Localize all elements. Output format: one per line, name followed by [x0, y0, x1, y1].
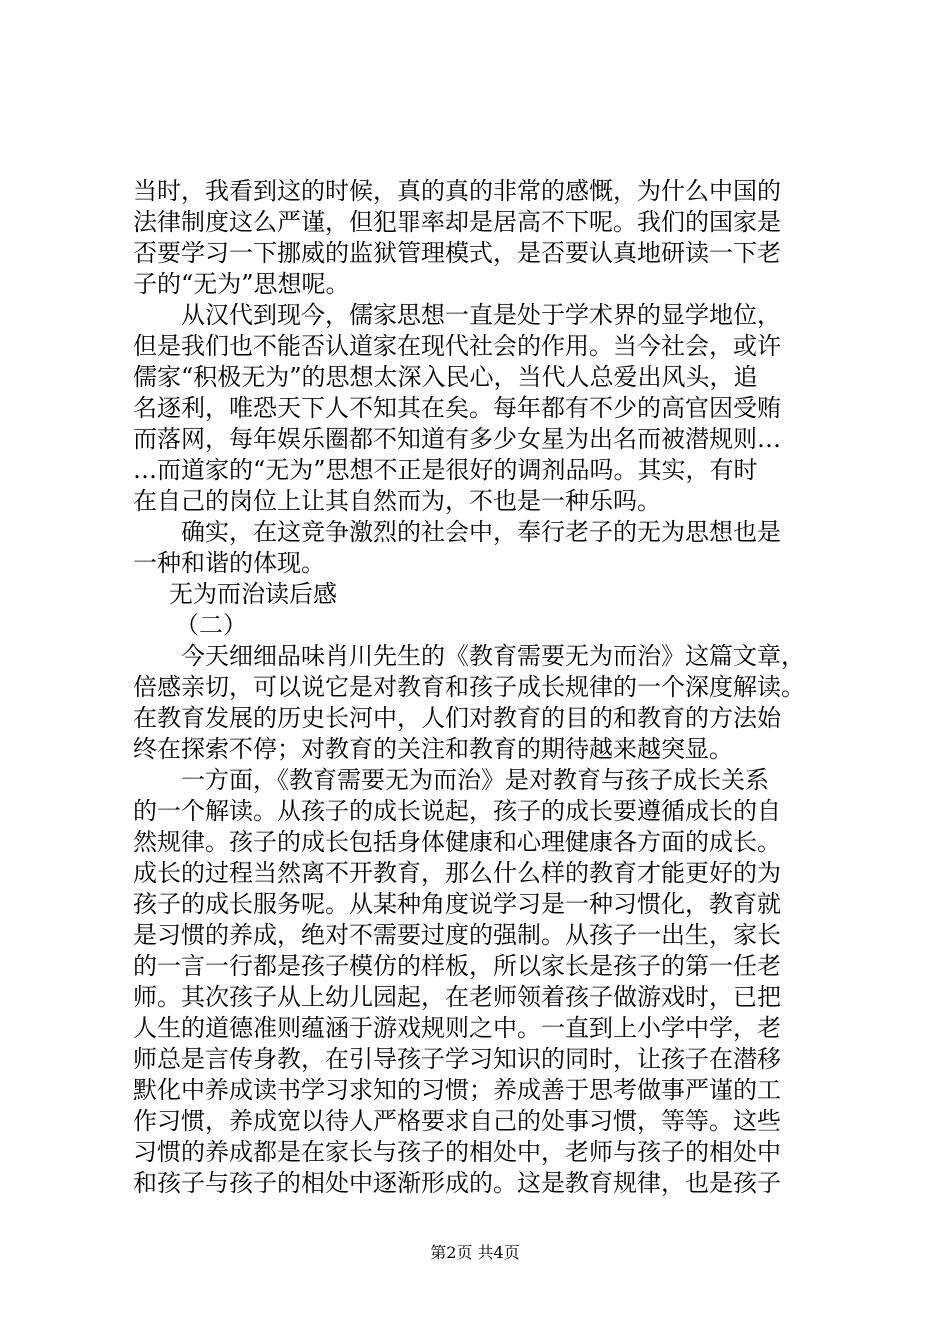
text-line: 成长的过程当然离不开教育，那么什么样的教育才能更好的为: [133, 859, 781, 887]
section-heading: 无为而治读后感: [169, 580, 337, 608]
text-line: 孩子的成长服务呢。从某种角度说学习是一种习惯化，教育就: [133, 890, 781, 918]
text-line: 和孩子与孩子的相处中逐渐形成的。这是教育规律，也是孩子: [133, 1169, 781, 1197]
text-line: 倍感亲切，可以说它是对教育和孩子成长规律的一个深度解读。: [133, 673, 805, 701]
text-line: 默化中养成读书学习求知的习惯；养成善于思考做事严谨的工: [133, 1076, 781, 1104]
text-line: 是习惯的养成，绝对不需要过度的强制。从孩子一出生，家长: [133, 921, 781, 949]
text-line: 而落网，每年娱乐圈都不知道有多少女星为出名而被潜规则…: [133, 425, 781, 453]
text-line: 人生的道德准则蕴涵于游戏规则之中。一直到上小学中学，老: [133, 1014, 781, 1042]
text-line: 名逐利，唯恐天下人不知其在矣。每年都有不少的高官因受贿: [133, 394, 781, 422]
text-line: 法律制度这么严谨，但犯罪率却是居高不下呢。我们的国家是: [133, 208, 781, 236]
text-line: 一种和谐的体现。: [133, 549, 325, 577]
page-number-footer: 第2页 共4页: [430, 1243, 520, 1262]
text-line: 的一言一行都是孩子模仿的样板，所以家长是孩子的第一任老: [133, 952, 781, 980]
text-line: 在自己的岗位上让其自然而为，不也是一种乐吗。: [133, 487, 661, 515]
text-line: 当时，我看到这的时候，真的真的非常的感慨，为什么中国的: [133, 177, 781, 205]
paragraph-start-line: 今天细细品味肖川先生的《教育需要无为而治》这篇文章，: [181, 642, 805, 670]
text-line: 师总是言传身教，在引导孩子学习知识的同时，让孩子在潜移: [133, 1045, 781, 1073]
paragraph-start-line: 确实，在这竞争激烈的社会中，奉行老子的无为思想也是: [181, 518, 781, 546]
text-line: 子的“无为”思想呢。: [133, 270, 350, 298]
document-body: [133, 176, 833, 1199]
paragraph-start-line: 一方面，《教育需要无为而治》是对教育与孩子成长关系: [181, 766, 769, 794]
section-subheading: （二）: [175, 611, 247, 639]
text-line: 但是我们也不能否认道家在现代社会的作用。当今社会，或许: [133, 332, 781, 360]
text-line: 然规律。孩子的成长包括身体健康和心理健康各方面的成长。: [133, 828, 781, 856]
text-line: 儒家“积极无为”的思想太深入民心，当代人总爱出风头，追: [133, 363, 758, 391]
text-line: …而道家的“无为”思想不正是很好的调剂品吗。其实，有时: [133, 456, 758, 484]
text-line: 师。其次孩子从上幼儿园起，在老师领着孩子做游戏时，已把: [133, 983, 781, 1011]
text-line: 在教育发展的历史长河中，人们对教育的目的和教育的方法始: [133, 704, 781, 732]
text-line: 否要学习一下挪威的监狱管理模式，是否要认真地研读一下老: [133, 239, 781, 267]
text-line: 终在探索不停；对教育的关注和教育的期待越来越突显。: [133, 735, 733, 763]
text-line: 习惯的养成都是在家长与孩子的相处中，老师与孩子的相处中: [133, 1138, 781, 1166]
paragraph-start-line: 从汉代到现今，儒家思想一直是处于学术界的显学地位，: [181, 301, 781, 329]
text-line: 作习惯，养成宽以待人严格要求自己的处事习惯，等等。这些: [133, 1107, 781, 1135]
text-line: 的一个解读。从孩子的成长说起，孩子的成长要遵循成长的自: [133, 797, 781, 825]
